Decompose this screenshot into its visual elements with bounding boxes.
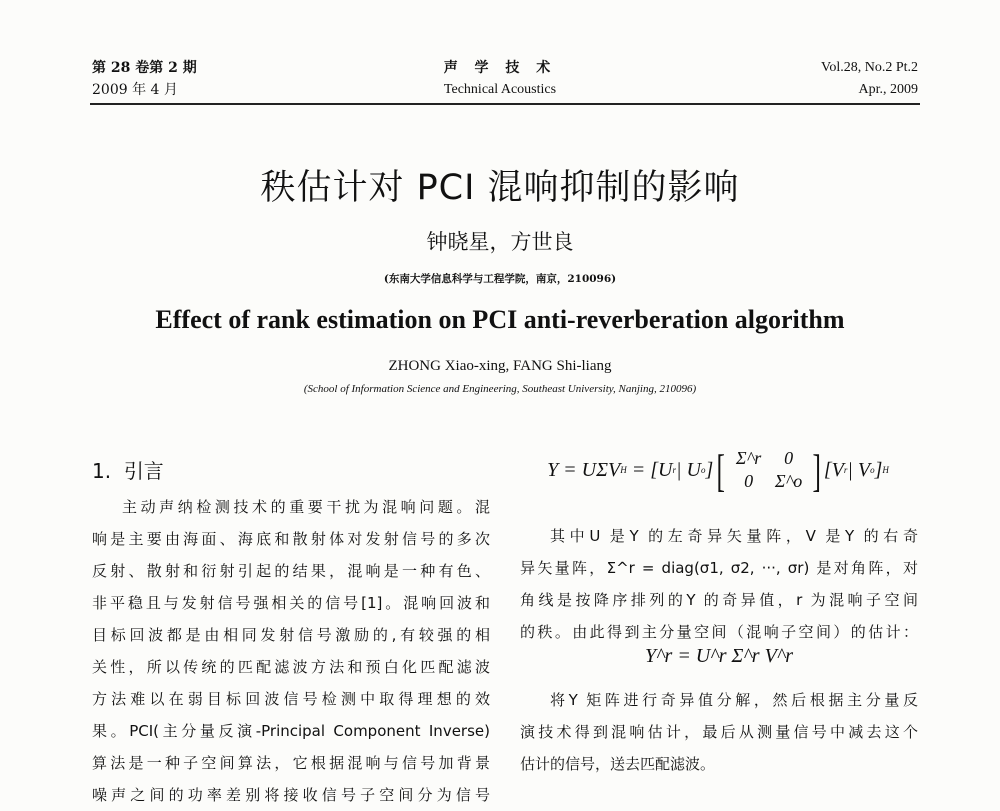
eq1-mid2: | U (675, 458, 701, 481)
text-line: 非平稳且与发射信号强相关的信号[1]。混响回波和 (92, 594, 490, 612)
eq1-lhs-sup: H (620, 465, 627, 475)
right-paragraph-1 (520, 520, 918, 648)
eq1-matrix-cell: 0 (744, 471, 754, 491)
eq1-mid-sup: r (672, 465, 676, 475)
eq1-mid3: ] (705, 458, 714, 481)
header-journal-en: Technical Acoustics (443, 82, 557, 97)
text-line: 算法是一种子空间算法，它根据混响与信号加背景 (92, 754, 490, 772)
header-rule (90, 103, 920, 105)
header-journal-cn: 声 学 技 术 (443, 60, 557, 76)
header-volume-en: Vol.28, No.2 Pt.2 (821, 60, 918, 75)
text-line: 响是主要由海面、海底和散射体对发射信号的多次 (92, 530, 490, 548)
header-date-cn: 2009 年 4 月 (92, 82, 178, 98)
affiliation-en: (School of Information Science and Engineering, Southeast University, Nanjing, 210096) (303, 383, 697, 395)
affiliation-cn: (东南大学信息科学与工程学院，南京，210096) (383, 273, 617, 285)
authors-cn: 钟晓星，方世良 (426, 230, 574, 254)
eq1-mid: = [U (631, 458, 673, 481)
equation-principal-space: Y^r = U^r Σ^r V^r (644, 645, 794, 667)
left-column (92, 491, 490, 811)
text-line: 的秩。由此得到主分量空间（混响子空间）的估计： (520, 623, 918, 641)
eq1-rhs: [V (823, 458, 844, 481)
paper-title-en: Effect of rank estimation on PCI anti-reverberation algorithm (155, 305, 845, 334)
paper-title-cn: 秩估计对 PCI 混响抑制的影响 (260, 168, 740, 208)
header-volume-cn: 第 28 卷第 2 期 (92, 60, 197, 76)
eq1-matrix-cell: 0 (784, 448, 794, 468)
eq1-right-bracket: ] (812, 444, 821, 496)
right-paragraph-2 (520, 684, 918, 780)
eq1-rhs3-sup: H (882, 465, 889, 475)
text-line: 估计的信号，送去匹配滤波。 (520, 755, 716, 773)
text-line: 果。PCI(主分量反演-Principal Component Inverse) (92, 722, 490, 740)
section-title: 引言 (123, 459, 164, 483)
text-line: 演技术得到混响估计，最后从测量信号中减去这个 (520, 723, 918, 741)
eq1-rhs3: ] (874, 458, 883, 481)
text-line: 异矢量阵，Σ^r = diag(σ1, σ2, ···, σr) 是对角阵，对 (520, 559, 918, 577)
eq1-rhs2-sup: o (870, 465, 875, 475)
text-line: 其中U 是Y 的左奇异矢量阵，V 是Y 的右奇 (550, 527, 918, 545)
eq1-left-bracket: [ (716, 444, 726, 496)
eq1-lhs: Y = UΣV (547, 458, 621, 481)
section-heading (92, 455, 164, 484)
text-line: 方法难以在弱目标回波信号检测中取得理想的效 (92, 690, 490, 708)
header-date-en: Apr., 2009 (858, 82, 918, 97)
text-line: 将Y 矩阵进行奇异值分解，然后根据主分量反 (550, 691, 918, 709)
section-number: 1. (92, 459, 112, 483)
equation-svd (518, 440, 918, 500)
authors-en: ZHONG Xiao-xing, FANG Shi-liang (388, 358, 612, 374)
text-line: 噪声之间的功率差别将接收信号子空间分为信号 (92, 786, 490, 804)
eq1-rhs2: | V (847, 458, 871, 481)
eq1-mid2-sup: o (700, 465, 706, 475)
text-line: 角线是按降序排列的Y 的奇异值，r 为混响子空间 (520, 591, 918, 609)
text-line: 目标回波都是由相同发射信号激励的,有较强的相 (92, 626, 490, 644)
text-line: 关性，所以传统的匹配滤波方法和预白化匹配滤波 (92, 658, 490, 676)
eq1-matrix-cell: Σ^r (735, 448, 762, 468)
text-line: 反射、散射和衍射引起的结果，混响是一种有色、 (92, 562, 490, 580)
text-line: 主动声纳检测技术的重要干扰为混响问题。混 (122, 498, 490, 516)
eq1-matrix (729, 448, 809, 492)
eq1-rhs-sup: r (843, 465, 848, 475)
eq1-matrix-cell: Σ^o (774, 471, 803, 491)
